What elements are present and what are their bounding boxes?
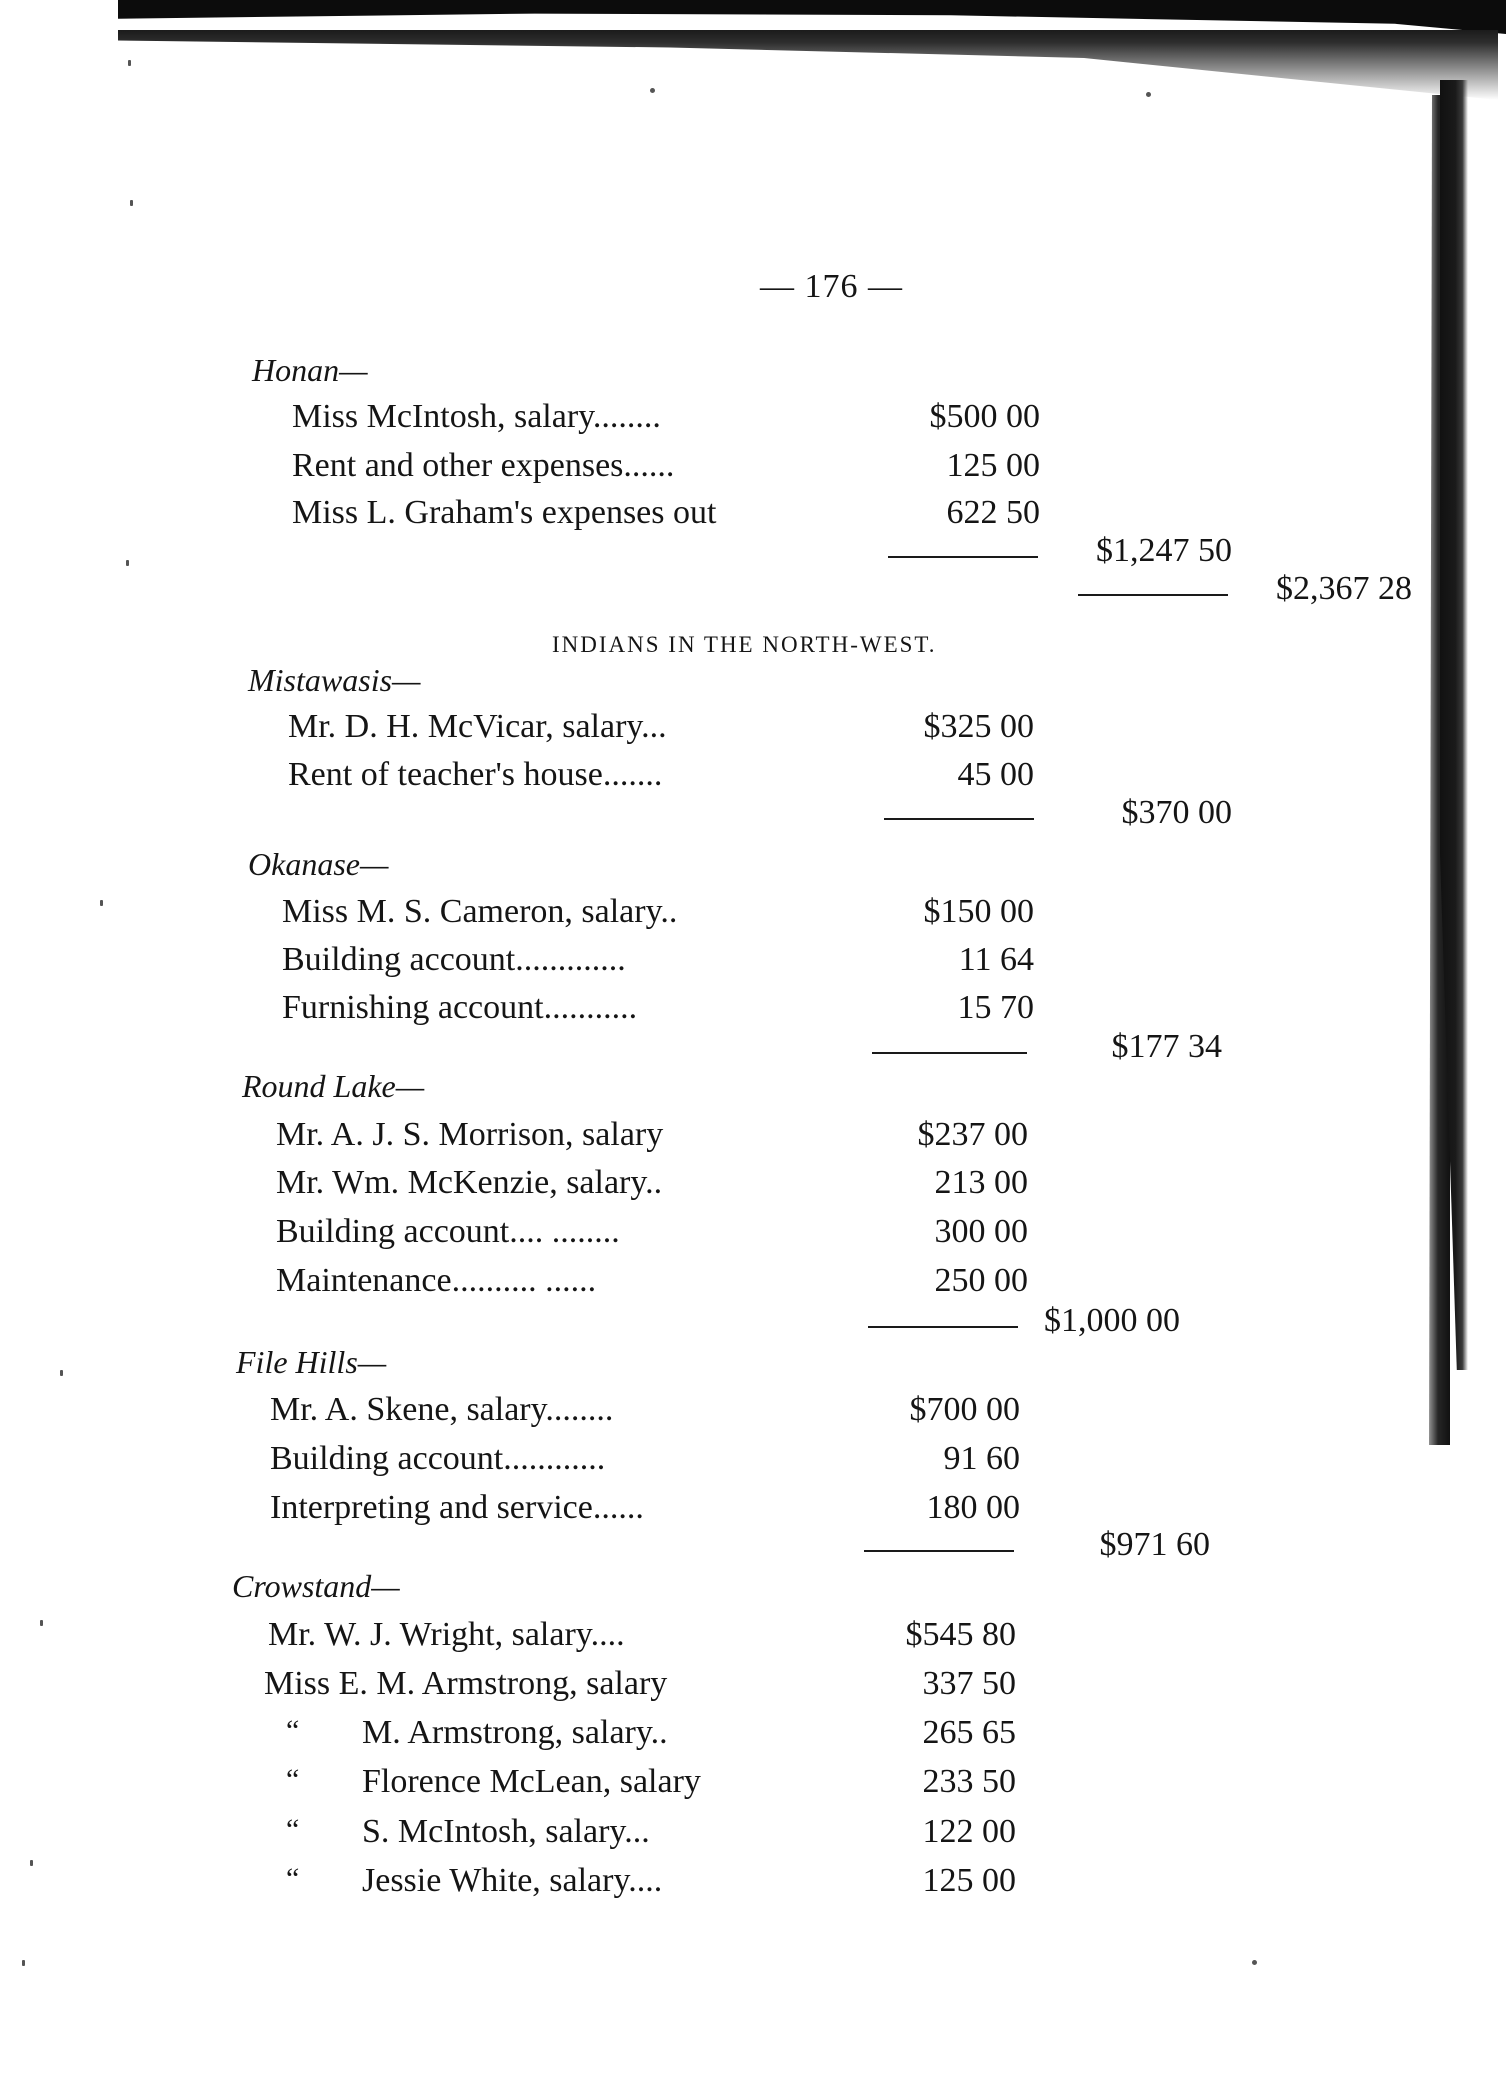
ledger-row-amount: 250 00	[934, 1262, 1028, 1299]
ledger-row-label: Interpreting and service......	[270, 1489, 644, 1526]
ledger-row-amount: $237 00	[917, 1116, 1028, 1153]
ledger-row-amount: 622 50	[946, 494, 1040, 531]
ledger-row-label: Mr. W. J. Wright, salary....	[268, 1616, 625, 1653]
section-heading-crowstand: Crowstand—	[232, 1568, 400, 1604]
page-number: — 176 —	[760, 268, 903, 305]
ledger-row-label: Miss M. S. Cameron, salary..	[282, 893, 678, 930]
ditto-mark: “	[286, 1862, 300, 1895]
ledger-row-label: Building account.............	[282, 941, 626, 978]
ledger-row-label: Mr. D. H. McVicar, salary...	[288, 708, 667, 745]
scan-speck	[128, 60, 131, 66]
scan-speck	[650, 88, 655, 93]
scan-speck	[130, 200, 133, 206]
grand-total: $2,367 28	[1276, 570, 1412, 607]
ledger-row-amount: 125 00	[946, 447, 1040, 484]
ledger-row-label: Rent and other expenses......	[292, 447, 675, 484]
scan-speck	[60, 1370, 63, 1376]
section-heading-honan: Honan—	[252, 352, 368, 388]
ledger-row-amount: $700 00	[909, 1391, 1020, 1428]
ledger-row-amount: 122 00	[922, 1813, 1016, 1850]
ledger-row-label: Jessie White, salary....	[362, 1862, 663, 1899]
ledger-row-label: Mr. Wm. McKenzie, salary..	[276, 1164, 663, 1201]
section-subtotal: $1,247 50	[1096, 532, 1232, 569]
scan-speck	[22, 1960, 25, 1966]
section-subtotal: $370 00	[1121, 794, 1232, 831]
scan-top-edge	[118, 0, 1506, 34]
ledger-row-label: Miss L. Graham's expenses out	[292, 494, 717, 531]
ledger-row-amount: $545 80	[905, 1616, 1016, 1653]
subtotal-rule	[888, 556, 1038, 558]
ledger-row-amount: 15 70	[957, 989, 1034, 1026]
scan-speck	[30, 1860, 33, 1866]
ledger-row-amount: 213 00	[934, 1164, 1028, 1201]
ledger-row-amount: 180 00	[926, 1489, 1020, 1526]
section-title: INDIANS IN THE NORTH-WEST.	[552, 632, 937, 657]
section-heading-round-lake: Round Lake—	[242, 1068, 425, 1104]
scan-speck	[1252, 1960, 1257, 1965]
scan-speck	[40, 1620, 43, 1626]
ledger-row-label: Miss E. M. Armstrong, salary	[264, 1665, 668, 1702]
ledger-row-amount: 265 65	[922, 1714, 1016, 1751]
ditto-mark: “	[286, 1763, 300, 1796]
grand-total-rule	[1078, 594, 1228, 596]
scan-speck	[100, 900, 103, 906]
ledger-row-amount: 233 50	[922, 1763, 1016, 1800]
ledger-row-amount: $150 00	[923, 893, 1034, 930]
ledger-row-label: Building account............	[270, 1440, 606, 1477]
scan-speck	[126, 560, 129, 566]
ditto-mark: “	[286, 1714, 300, 1747]
ledger-row-amount: 300 00	[934, 1213, 1028, 1250]
ledger-row-amount: 45 00	[957, 756, 1034, 793]
ledger-row-label: Mr. A. Skene, salary........	[270, 1391, 614, 1428]
section-heading-file-hills: File Hills—	[236, 1344, 387, 1380]
ledger-row-label: Building account.... ........	[276, 1213, 620, 1250]
subtotal-rule	[864, 1550, 1014, 1552]
section-heading-mistawasis: Mistawasis—	[248, 662, 421, 698]
scan-top-shadow	[118, 30, 1498, 100]
ledger-row-label: M. Armstrong, salary..	[362, 1714, 668, 1751]
section-subtotal: $971 60	[1099, 1526, 1210, 1563]
ledger-row-label: Furnishing account...........	[282, 989, 638, 1026]
ledger-row-label: Miss McIntosh, salary........	[292, 398, 661, 435]
ditto-mark: “	[286, 1813, 300, 1846]
subtotal-rule	[868, 1326, 1018, 1328]
ledger-row-amount: 337 50	[922, 1665, 1016, 1702]
ledger-row-label: S. McIntosh, salary...	[362, 1813, 650, 1850]
ledger-row-label: Mr. A. J. S. Morrison, salary	[276, 1116, 664, 1153]
section-heading-okanase: Okanase—	[248, 846, 389, 882]
scan-speck	[1146, 92, 1151, 97]
ledger-row-amount: 125 00	[922, 1862, 1016, 1899]
ledger-row-amount: $500 00	[929, 398, 1040, 435]
section-subtotal: $177 34	[1111, 1028, 1222, 1065]
subtotal-rule	[872, 1052, 1027, 1054]
ledger-row-amount: 11 64	[958, 941, 1034, 978]
ledger-row-label: Maintenance.......... ......	[276, 1262, 597, 1299]
ledger-row-label: Rent of teacher's house.......	[288, 756, 663, 793]
ledger-row-amount: 91 60	[943, 1440, 1020, 1477]
ledger-row-amount: $325 00	[923, 708, 1034, 745]
subtotal-rule	[884, 818, 1034, 820]
ledger-row-label: Florence McLean, salary	[362, 1763, 701, 1800]
section-subtotal: $1,000 00	[1044, 1302, 1180, 1339]
